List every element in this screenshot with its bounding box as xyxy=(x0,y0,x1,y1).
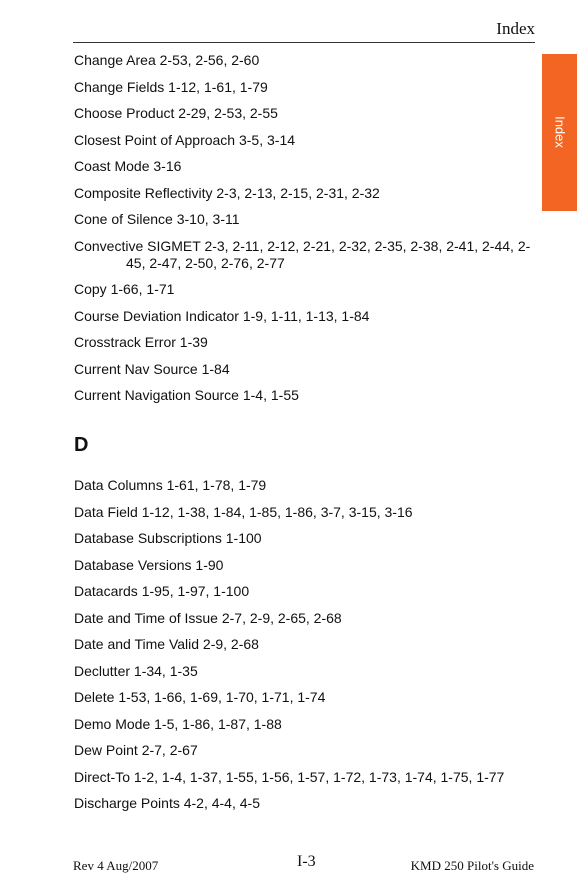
index-entry: Discharge Points 4-2, 4-4, 4-5 xyxy=(74,795,260,811)
index-entry: Copy 1-66, 1-71 xyxy=(74,281,175,297)
index-entry: Delete 1-53, 1-66, 1-69, 1-70, 1-71, 1-74 xyxy=(74,689,326,705)
index-entry: Coast Mode 3-16 xyxy=(74,158,182,174)
index-side-tab xyxy=(542,54,577,211)
index-entry: Current Navigation Source 1-4, 1-55 xyxy=(74,387,299,403)
index-entry: Course Deviation Indicator 1-9, 1-11, 1-13, 1-84 xyxy=(74,307,370,324)
index-entry: Demo Mode 1-5, 1-86, 1-87, 1-88 xyxy=(74,715,282,732)
page-header-title: Index xyxy=(496,19,535,38)
index-entry: Direct-To 1-2, 1-4, 1-37, 1-55, 1-56, 1-57, 1-72, 1-73, 1-74, 1-75, 1-77 xyxy=(74,768,505,785)
footer-revision: Rev 4 Aug/2007 xyxy=(73,858,159,873)
index-entry: Date and Time Valid 2-9, 2-68 xyxy=(74,636,259,652)
index-entries-d xyxy=(74,477,534,822)
header-rule xyxy=(73,42,535,43)
index-entry: Date and Time of Issue 2-7, 2-9, 2-65, 2-68 xyxy=(74,609,342,626)
index-entry: Closest Point of Approach 3-5, 3-14 xyxy=(74,131,296,148)
index-entry: Declutter 1-34, 1-35 xyxy=(74,662,198,679)
index-entry: Database Subscriptions 1-100 xyxy=(74,530,262,546)
index-entry: Datacards 1-95, 1-97, 1-100 xyxy=(74,583,250,599)
index-side-tab-label: Index xyxy=(552,116,567,148)
footer-guide-title: KMD 250 Pilot's Guide xyxy=(410,858,534,873)
index-entry: Current Nav Source 1-84 xyxy=(74,360,230,377)
index-entry: Cone of Silence 3-10, 3-11 xyxy=(74,211,240,227)
index-entry: Composite Reflectivity 2-3, 2-13, 2-15, 2-31, 2-32 xyxy=(74,184,380,201)
index-entry: Database Versions 1-90 xyxy=(74,556,224,573)
index-entry: Dew Point 2-7, 2-67 xyxy=(74,742,198,758)
index-entry: Change Fields 1-12, 1-61, 1-79 xyxy=(74,78,268,95)
index-entry: Crosstrack Error 1-39 xyxy=(74,334,208,350)
index-entry: Data Columns 1-61, 1-78, 1-79 xyxy=(74,477,267,493)
index-entry: Convective SIGMET 2-3, 2-11, 2-12, 2-21, 2-32, 2-35, 2-38, 2-41, 2-44, 2-45, 2-47, 2-50, 2-76, 2-77 xyxy=(74,237,531,271)
section-heading-d: D xyxy=(74,434,89,456)
index-entry: Choose Product 2-29, 2-53, 2-55 xyxy=(74,105,278,121)
index-entries-c xyxy=(74,52,534,414)
index-entry: Data Field 1-12, 1-38, 1-84, 1-85, 1-86, 3-7, 3-15, 3-16 xyxy=(74,503,413,520)
footer-page-number: I-3 xyxy=(297,853,316,870)
index-entry: Change Area 2-53, 2-56, 2-60 xyxy=(74,52,260,68)
